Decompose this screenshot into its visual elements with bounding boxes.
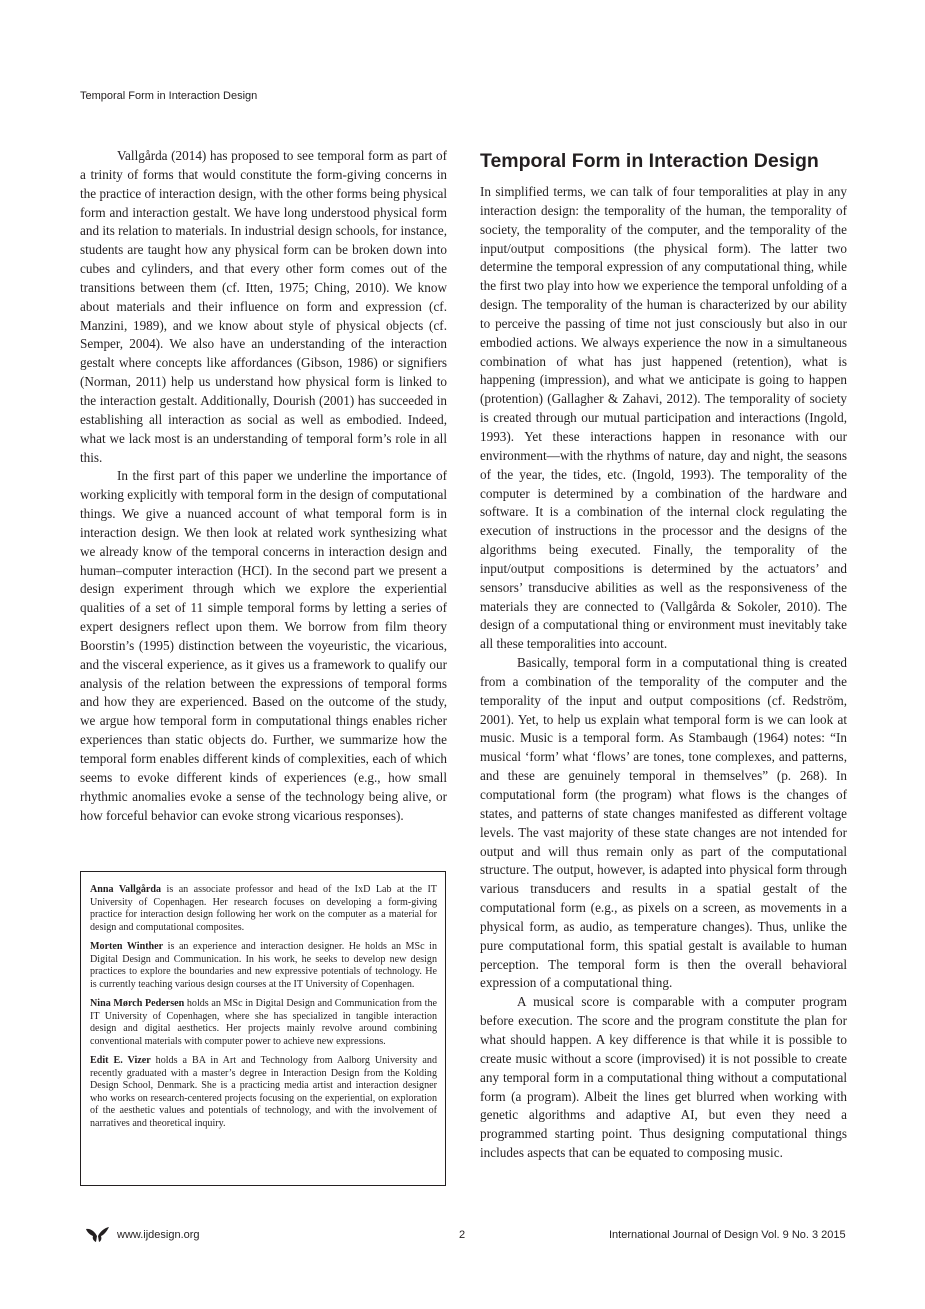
journal-info: International Journal of Design Vol. 9 No. 3 2015	[609, 1229, 846, 1241]
author-name: Nina Mørch Pedersen	[90, 998, 185, 1009]
author-bio: Anna Vallgårda is an associate professor and head of the IxD Lab at the IT University of Copenhagen. Her research focuses on developing a form-giving practice for interaction design following her work on the computer as a material for design and computational composites.	[90, 884, 437, 933]
paragraph: In simplified terms, we can talk of four temporalities at play in any interaction design: the temporality of the human, the temporality of society, the temporality of the computer, and the temporality of the input/output compositions (the physical form). The latter two determine the temporal expression of any computational thing, while the first two play into how we experience the temporal unfolding of a design. The temporality of the human is characterized by our ability to perceive the passing of time not just consciously but also in our embodied actions. We always experience the now in a simultaneous combination of what has just happened (retention), what is happening (impression), and what we anticipate is going to happen (protention) (Gallagher & Zahavi, 2012). The temporality of society is created through our mutual participation and interactions (Ingold, 1993). Yet these interactions happen in resonance with our environment—with the rhythms of nature, day and night, the seasons of the year, the tides, etc. (Ingold, 1993). The temporality of the computer is determined by a combination of the hardware and software. It is a combination of the internal clock regulating the execution of instructions in the processor and the designs of the algorithms being executed. Finally, the temporality of the input/output compositions is determined by the actuators’ and sensors’ transducive abilities as well as the responsiveness of the materials they are connected to (Vallgårda & Sokoler, 2010). The design of a computational thing or environment must inevitably take all these temporalities into account.	[480, 184, 847, 652]
paragraph: In the first part of this paper we underline the importance of working explicitly with temporal form in the design of computational things. We give a nuanced account of what temporal form is in interaction design. We then look at related work synthesizing what we already know of the temporal concerns in interaction design and human–computer interaction (HCI). In the second part we present a design experiment through which we explore the experiential qualities of a set of 11 simple temporal forms by letting a series of expert designers reflect upon them. We borrow from film theory Boorstin’s (1995) distinction between the voyeuristic, the vicarious, and the visceral experience, as it gives us a framework to qualify our analysis of the relation between the expressions of temporal forms and how they are experienced. Based on the outcome of the study, we argue how temporal form in computational things enables richer experiences than static objects do. Further, we summarize how the temporal form enables different kinds of complexities, each of which seems to evoke different kinds of experiences (e.g., how small rhythmic anomalies evoke a sense of the technology being alive, or how forceful behavior can evoke strong vicarious responses).	[80, 468, 447, 823]
running-head: Temporal Form in Interaction Design	[80, 90, 258, 102]
author-bio: Morten Winther is an experience and interaction designer. He holds an MSc in Digital Design and Communication. In his work, he seeks to develop new design practices to explore the boundaries and new expressive potentials of technology. He is currently teaching various design courses at the IT University of Copenhagen.	[90, 941, 437, 990]
author-name: Anna Vallgårda	[90, 884, 162, 895]
left-column	[80, 147, 447, 825]
author-bio: Nina Mørch Pedersen holds an MSc in Digital Design and Communication from the IT University of Copenhagen, where she has specialized in tangible interaction design and digital aesthetics. Her projects mainly revolve around combining conventional materials with computer power to achieve new expressions.	[90, 998, 437, 1047]
right-column	[480, 183, 847, 1163]
paragraph: Vallgårda (2014) has proposed to see temporal form as part of a trinity of forms that would constitute the form-giving concerns in the practice of interaction design, with the other forms being physical form and interaction gestalt. We have long understood physical form and its relation to materials. In industrial design schools, for instance, students are taught how any physical form can be broken down into cubes and cylinders, and that every other form comes out of the transitions between them (cf. Itten, 1975; Ching, 2010). We know about materials and their influence on form and expression (cf. Manzini, 1989), and we know about style of physical objects (cf. Semper, 2004). We also have an understanding of the interaction gestalt where concepts like affordances (Gibson, 1986) or signifiers (Norman, 2011) help us understand how physical form is linked to the interaction gestalt. Additionally, Dourish (2001) has succeeded in establishing all interaction as social as well as embodied. Indeed, what we lack most is an understanding of temporal form’s role in all this.	[80, 148, 447, 465]
author-name: Morten Winther	[90, 941, 164, 952]
author-bio: Edit E. Vizer holds a BA in Art and Technology from Aalborg University and recently graduated with a master’s degree in Interaction Design from the Kolding Design School, Denmark. She is a practicing media artist and interaction designer who works on research-centered projects focusing on the experiential, on exploration of the aesthetic values and potentials of technology, and with the involvement of narratives and theoretical inquiry.	[90, 1055, 437, 1129]
section-heading: Temporal Form in Interaction Design	[480, 150, 819, 172]
paragraph: Basically, temporal form in a computational thing is created from a combination of the temporality of the computer and the temporality of the input and output compositions (cf. Redström, 2001). Yet, to help us explain what temporal form is we can look at music. Music is a temporal form. As Stambaugh (1964) notes: “In musical ‘form’ what ‘flows’ are tones, tone complexes, and patterns, and these are genuinely temporal in themselves” (p. 268). In computational form (the program) what flows is the changes of states, and patterns of state changes manifested as different voltage levels. The vast majority of these state changes are not intended for output and will thus remain only as part of the computational structure. The output, however, is adapted into physical form through various transducers and results in a spatial gestalt of the computational form (e.g., as pixels on a screen, as movements in a physical form, as audio, as temperature changes). Thus, unlike the pure computational form, this spatial gestalt is available to human perception. The temporal form is then the overall behavioral expression of a computational thing.	[480, 655, 847, 991]
author-bios-box	[80, 871, 446, 1186]
footer-url[interactable]: www.ijdesign.org	[117, 1229, 200, 1241]
page-number: 2	[459, 1229, 466, 1241]
paragraph: A musical score is comparable with a computer program before execution. The score and the program constitute the plan for what should happen. A key difference is that while it is possible to create music without a score (improvised) it is not possible to create any temporal form in a computational thing without a computational form (a program). Albeit the lines get blurred when working with genetic algorithms and adaptive AI, but even they need a programmed starting point. Thus designing computational things includes aspects that can be equated to composing music.	[480, 994, 847, 1161]
author-name: Edit E. Vizer	[90, 1055, 151, 1066]
butterfly-logo-icon	[86, 1227, 110, 1243]
